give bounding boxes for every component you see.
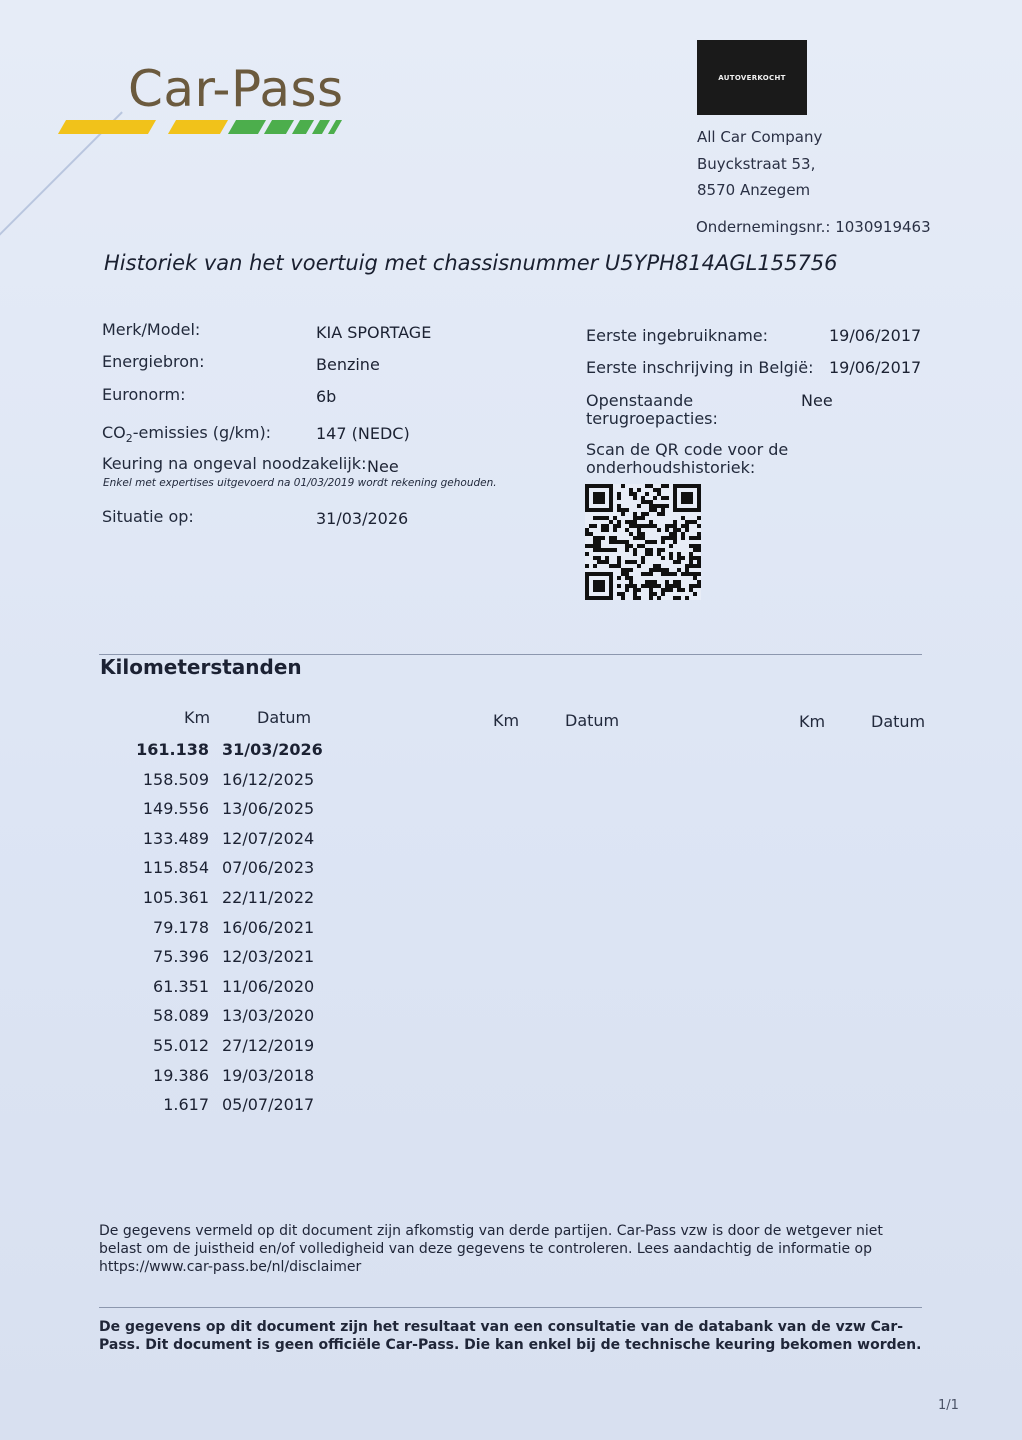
make-model-value: KIA SPORTAGE (316, 323, 432, 342)
maintenance-qr-code[interactable] (585, 484, 701, 600)
odometer-date: 07/06/2023 (222, 858, 315, 878)
odometer-date: 11/06/2020 (222, 976, 315, 996)
odometer-date: 13/06/2025 (222, 799, 315, 819)
qr-label-line1: Scan de QR code voor de (586, 440, 789, 459)
co2-label: $CO_2$-emissies (g/km): (102, 423, 272, 446)
date-header-1: Datum (257, 708, 312, 727)
logo-stripe (292, 120, 314, 134)
co2-value: 147 (NEDC) (316, 424, 410, 443)
dealer-street: Buyckstraat 53, (697, 155, 816, 173)
inspection-value: Nee (367, 457, 399, 476)
first-registration-value: 19/06/2017 (829, 358, 922, 377)
odometer-date: 12/03/2021 (222, 947, 315, 967)
logo-stripe (228, 120, 266, 134)
inspection-note: Enkel met expertises uitgevoerd na 01/03/2019 wordt rekening gehouden. (103, 477, 497, 489)
situation-value: 31/03/2026 (316, 509, 409, 528)
company-number: Ondernemingsnr.: 1030919463 (696, 218, 931, 236)
first-registration-label: Eerste inschrijving in België: (586, 358, 814, 377)
odometer-km: 58.089 (153, 1006, 209, 1026)
make-model-label: Merk/Model: (102, 320, 201, 339)
odometer-km: 133.489 (142, 828, 209, 848)
dealer-name: All Car Company (697, 128, 823, 146)
footer-note: De gegevens op dit document zijn het resultaat van een consultatie van de databank van de vzw Car-Pass. Dit document is geen officiële Car-Pass. Die kan enkel bij de technische keuring bekomen worden. (99, 1319, 922, 1353)
dealer-logo (697, 40, 807, 115)
footer-divider (99, 1307, 922, 1308)
km-header-1: Km (184, 708, 211, 727)
odometer-date: 31/03/2026 (222, 740, 323, 759)
qr-label-line2: onderhoudshistoriek: (586, 458, 756, 477)
dealer-logo-text: AUTOVERKOCHT (718, 73, 786, 82)
document-title: Historiek van het voertuig met chassisnummer U5YPH814AGL155756 (104, 251, 838, 275)
first-use-value: 19/06/2017 (829, 326, 922, 345)
logo-stripe (168, 120, 228, 134)
date-header-2: Datum (565, 711, 620, 730)
recalls-label-line1: Openstaande (586, 391, 694, 410)
logo-stripe (328, 120, 342, 134)
energy-label: Energiebron: (102, 352, 205, 371)
odometer-date: 27/12/2019 (222, 1036, 315, 1055)
odometer-km: 1.617 (163, 1095, 209, 1115)
dealer-city: 8570 Anzegem (697, 181, 811, 199)
logo-stripe (58, 120, 156, 134)
odometer-km: 158.509 (142, 769, 209, 789)
odometer-date: 05/07/2017 (222, 1095, 315, 1115)
recalls-value: Nee (801, 391, 833, 410)
euronorm-value: 6b (316, 387, 337, 406)
odometer-km: 105.361 (142, 888, 209, 907)
odometer-km: 75.396 (153, 947, 209, 967)
date-header-3: Datum (871, 712, 926, 731)
odometer-km: 115.854 (142, 858, 209, 878)
logo-stripe (312, 120, 330, 134)
odometer-date: 19/03/2018 (222, 1065, 315, 1085)
odometer-date: 12/07/2024 (222, 828, 315, 848)
odometer-km: 55.012 (153, 1036, 209, 1055)
inspection-label: Keuring na ongeval noodzakelijk: (102, 454, 367, 473)
page-number: 1/1 (938, 1398, 959, 1413)
odometer-date: 13/03/2020 (222, 1006, 315, 1026)
odometer-km: 61.351 (153, 976, 209, 996)
odometer-km: 79.178 (153, 917, 209, 937)
odometer-date: 16/06/2021 (222, 917, 315, 937)
odometer-km: 149.556 (142, 799, 209, 819)
recalls-label-line2: terugroepacties: (586, 409, 718, 428)
energy-value: Benzine (316, 355, 380, 374)
km-header-2: Km (493, 711, 520, 730)
odometer-date: 16/12/2025 (222, 769, 315, 789)
km-header-3: Km (799, 712, 826, 731)
euronorm-label: Euronorm: (102, 385, 186, 404)
disclaimer-text: De gegevens vermeld op dit document zijn afkomstig van derde partijen. Car-Pass vzw is door de wetgever niet belast om de juistheid en/of volledigheid van deze gegevens te controleren. Lees aandachtig de informatie op https://www.car-pass.be/nl/disclaimer (99, 1223, 883, 1275)
first-use-label: Eerste ingebruikname: (586, 326, 769, 345)
odometer-date: 22/11/2022 (222, 888, 315, 907)
odometer-km: 161.138 (136, 740, 209, 759)
odometer-section-title: Kilometerstanden (100, 655, 302, 679)
odometer-km: 19.386 (153, 1065, 209, 1085)
logo-stripe (264, 120, 294, 134)
situation-label: Situatie op: (102, 507, 194, 526)
car-pass-logo: Car-Pass (128, 60, 344, 118)
